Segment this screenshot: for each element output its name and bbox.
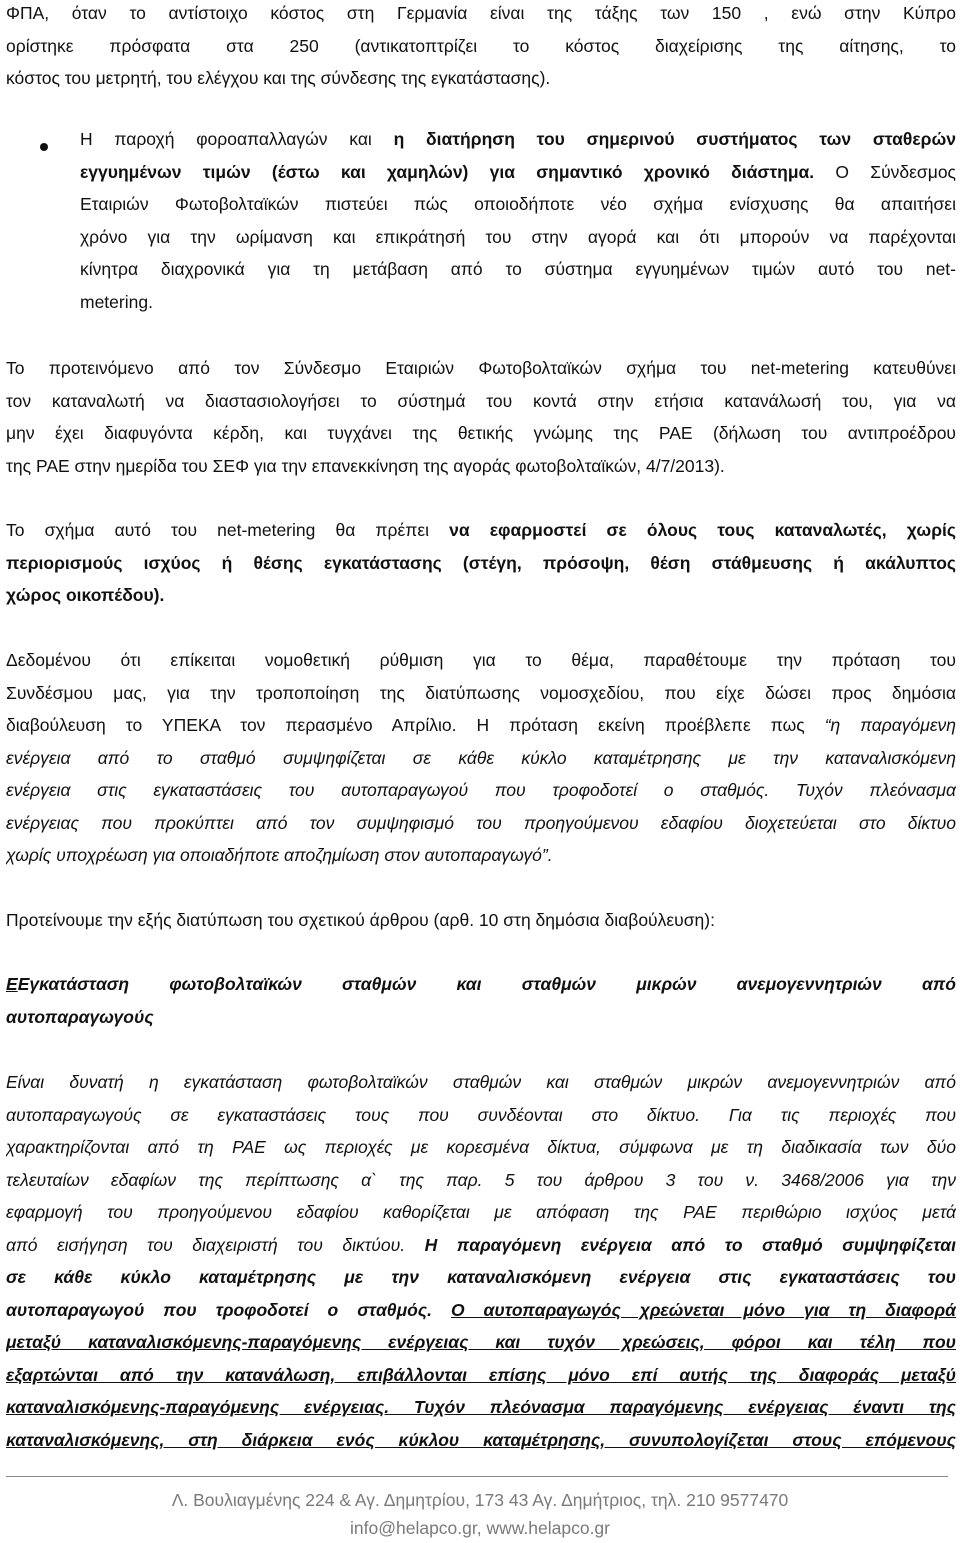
text-line: κίνητρα διαχρονικά για τη μετάβαση από το σύστημα εγγυημένων τιμών αυτό του net- [80, 259, 956, 279]
text-line [6, 514, 956, 547]
text-run-bold: Η παραγόμενη ενέργεια από το σταθμό συμψηφίζεται [424, 1234, 956, 1255]
text-line: σε κάθε κύκλο καταμέτρησης με την καταναλισκόμενη ενέργεια στις εγκαταστάσεις του [6, 1267, 956, 1287]
text-run: Το σχήμα αυτό του net-metering θα πρέπει [6, 520, 450, 540]
text-line [6, 709, 956, 742]
text-line: καταναλισκόμενης, στη διάρκεια ενός κύκλου καταμέτρησης, συνυπολογίζεται στους επόμενους [6, 1429, 956, 1450]
text-line: ενέργειας που προκύπτει από τον συμψηφισμό του προηγούμενου εδαφίου διοχετεύεται στο δίκτυο [6, 812, 956, 833]
text-line: Εταιριών Φωτοβολταϊκών πιστεύει πώς οποιοδήποτε νέο σχήμα ενίσχυσης θα απαιτήσει [80, 194, 956, 214]
paragraph-vat-cost [6, 0, 956, 95]
text-line: ΦΠΑ, όταν το αντίστοιχο κόστος στη Γερμανία είναι της τάξης των 150 , ενώ στην Κύπρο [6, 3, 956, 23]
text-line: μην έχει διαφυγόντα κέρδη, και τυγχάνει της θετικής γνώμης της ΡΑΕ (δήλωση του αντιπροέδρου [6, 423, 956, 443]
text-line: Το προτεινόμενο από τον Σύνδεσμο Εταιριών Φωτοβολταϊκών σχήμα του net-metering κατευθύνει [6, 358, 956, 378]
heading-underlined-initial: Ε [6, 974, 18, 994]
text-line: ορίστηκε πρόσφατα στα 250 (αντικατοπτρίζει το κόστος διαχείρισης της αίτησης, το [6, 35, 956, 56]
text-run-italic: “η παραγόμενη [824, 715, 956, 735]
text-run-underlined: Ο αυτοπαραγωγός χρεώνεται μόνο για τη διαφορά [450, 1299, 956, 1320]
text-line: μεταξύ καταναλισκόμενης-παραγόμενης ενέργειας και τυχόν χρεώσεις, φόροι και τέλη που [6, 1332, 956, 1352]
text-line: χαρακτηρίζονται από τη ΡΑΕ ως περιοχές με κορεσμένα δίκτυα, σύμφωνα με τη διαδικασία των δύο [6, 1137, 956, 1157]
text-line: περιορισμούς ισχύος ή θέσης εγκατάστασης (στέγη, πρόσοψη, θέση στάθμευσης ή ακάλυπτος [6, 552, 956, 573]
text-line: Συνδέσμου μας, για την τροποποίηση της διατύπωσης νομοσχεδίου, που είχε δώσει προς δημόσια [6, 682, 956, 703]
text-line [80, 123, 956, 156]
text-line: metering. [80, 291, 153, 312]
text-line: χωρίς υποχρέωση για οποιαδήποτε αποζημίωση στον αυτοπαραγωγό”. [6, 845, 553, 865]
paragraph-net-metering-proposal [6, 352, 956, 482]
text-run-underlined: Τυχόν πλεόνασμα παραγόμενης ενέργειας έναντι της [389, 1397, 956, 1417]
text-run-bold: η διατήρηση του σημερινού συστήματος των σταθερών [393, 129, 956, 149]
text-line: ενέργεια στις εγκαταστάσεις του αυτοπαραγωγού που τροφοδοτεί ο σταθμός. Τυχόν πλεόνασμα [6, 780, 956, 800]
article-body [6, 1066, 956, 1456]
text-line: της ΡΑΕ στην ημερίδα του ΣΕΦ για την επανεκκίνηση της αγοράς φωτοβολταϊκών, 4/7/2013). [6, 455, 725, 476]
text-line: ενέργεια από το σταθμό συμψηφίζεται σε κάθε κύκλο καταμέτρησης με την καταναλισκόμενη [6, 747, 956, 768]
article-heading [6, 968, 956, 1033]
text-line: χώρος οικοπέδου). [6, 585, 165, 605]
text-line: κόστος του μετρητή, του ελέγχου και της σύνδεσης της εγκατάστασης). [6, 68, 551, 88]
text-run-bold: να εφαρμοστεί σε όλους τους καταναλωτές, χωρίς [449, 520, 956, 540]
text-line: Προτείνουμε την εξής διατύπωση του σχετικού άρθρου (αρθ. 10 στη δημόσια διαβούλευση): [6, 910, 715, 930]
text-line: Είναι δυνατή η εγκατάσταση φωτοβολταϊκών σταθμών και σταθμών μικρών ανεμογεννητριών από [6, 1072, 956, 1092]
text-line: αυτοπαραγωγούς [6, 1006, 154, 1027]
text-line [80, 156, 956, 189]
text-run: διαβούλευση το ΥΠΕΚΑ τον περασμένο Απρίλιο. Η πρόταση εκείνη προέβλεπε πως [6, 715, 825, 735]
text-line: χρόνο για την ωρίμανση και επικράτησή του στην αγορά και ότι μπορούν να παρέχονται [80, 226, 956, 247]
text-line [6, 1391, 956, 1424]
text-run-underlined: καταναλισκόμενης-παραγόμενης ενέργειας. [6, 1397, 390, 1417]
heading-text: Εγκατάσταση φωτοβολταϊκών σταθμών και σταθμών μικρών ανεμογεννητριών από [17, 974, 956, 994]
text-run-bold: εγγυημένων τιμών (έστω και χαμηλών) για σημαντικό χρονικό διάστημα. [80, 161, 815, 182]
text-line [6, 1294, 956, 1327]
text-line: Δεδομένου ότι επίκειται νομοθετική ρύθμιση για το θέμα, παραθέτουμε την πρόταση του [6, 650, 956, 670]
paragraph-proposed-wording [6, 904, 956, 937]
text-line [6, 1229, 956, 1262]
text-line: εξαρτώνται από την κατανάλωση, επιβάλλονται επίσης μόνο επί αυτής της διαφοράς μεταξύ [6, 1364, 956, 1385]
bullet-item-fixed-prices [80, 123, 956, 318]
footer-contact: info@helapco.gr, www.helapco.gr [350, 1518, 610, 1538]
text-run: Η παροχή φοροαπαλλαγών και [80, 129, 394, 149]
text-line [6, 968, 956, 1001]
paragraph-apply-all-consumers [6, 514, 956, 612]
footer-divider [6, 1476, 948, 1477]
footer-address: Λ. Βουλιαγμένης 224 & Αγ. Δημητρίου, 173 43 Αγ. Δημήτριος, τηλ. 210 9577470 [171, 1490, 789, 1510]
text-line: αυτοπαραγωγούς σε εγκαταστάσεις τους που συνδέονται στο δίκτυο. Για τις περιοχές που [6, 1104, 956, 1125]
text-line: τελευταίων εδαφίων της περίπτωσης α` της παρ. 5 του άρθρου 3 του ν. 3468/2006 για την [6, 1169, 956, 1190]
text-line: τον καταναλωτή να διαστασιολογήσει το σύστημά του κοντά στην ετήσια κατανάλωσή του, για να [6, 390, 956, 411]
text-run-bold: αυτοπαραγωγού που τροφοδοτεί ο σταθμός. [6, 1299, 451, 1320]
text-run: από εισήγηση του διαχειριστή του δικτύου. [6, 1234, 425, 1255]
text-line: εφαρμογή του προηγούμενου εδαφίου καθορίζεται με απόφαση της ΡΑΕ περιθώριο ισχύος μετά [6, 1202, 956, 1222]
bullet-icon [40, 143, 48, 151]
text-run: Ο Σύνδεσμος [814, 161, 956, 182]
paragraph-legislative-proposal [6, 644, 956, 872]
